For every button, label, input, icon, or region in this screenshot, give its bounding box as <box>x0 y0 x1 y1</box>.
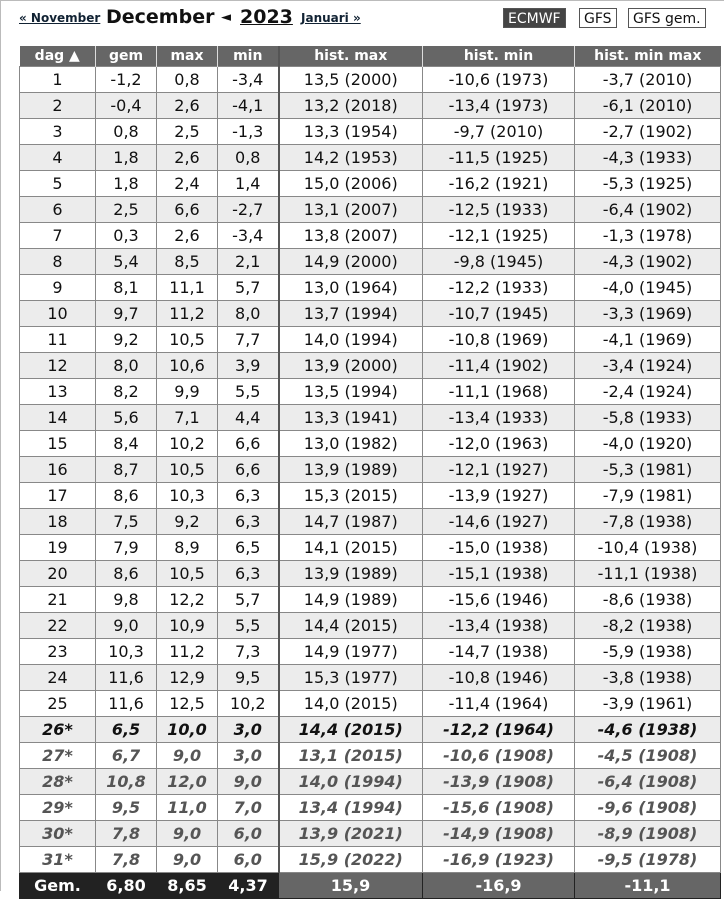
cell-hist-min-max: -3,7 (2010) <box>575 67 721 93</box>
cell-max: 8,9 <box>157 535 218 561</box>
cell-hist-min: -13,9 (1908) <box>423 769 575 795</box>
cell-hist-min: -15,6 (1946) <box>423 587 575 613</box>
cell-day: 24 <box>20 665 96 691</box>
cell-max: 10,9 <box>157 613 218 639</box>
cell-day: 4 <box>20 145 96 171</box>
source-gfs-gem-button[interactable]: GFS gem. <box>628 8 706 28</box>
source-gfs-button[interactable]: GFS <box>579 8 617 28</box>
cell-hist-max: 13,5 (2000) <box>279 67 423 93</box>
cell-hist-max: 13,0 (1964) <box>279 275 423 301</box>
cell-hist-max: 13,1 (2007) <box>279 197 423 223</box>
cell-avg: -1,2 <box>96 67 157 93</box>
cell-hist-min-max: -7,8 (1938) <box>575 509 721 535</box>
cell-day: 12 <box>20 353 96 379</box>
cell-hist-max: 14,0 (2015) <box>279 691 423 717</box>
cell-hist-max: 13,9 (1989) <box>279 457 423 483</box>
cell-min: 0,8 <box>218 145 279 171</box>
cell-hist-min-max: -7,9 (1981) <box>575 483 721 509</box>
cell-hist-max: 14,2 (1953) <box>279 145 423 171</box>
cell-day: 31* <box>20 847 96 873</box>
cell-hist-min-max: -4,6 (1938) <box>575 717 721 743</box>
cell-hist-min-max: -4,5 (1908) <box>575 743 721 769</box>
cell-avg: -0,4 <box>96 93 157 119</box>
cell-hist-min: -16,2 (1921) <box>423 171 575 197</box>
cell-avg: 11,6 <box>96 691 157 717</box>
table-row <box>20 405 721 431</box>
cell-avg: 7,9 <box>96 535 157 561</box>
cell-min: 8,0 <box>218 301 279 327</box>
cell-hist-min-max: -4,0 (1945) <box>575 275 721 301</box>
cell-max: 2,6 <box>157 145 218 171</box>
cell-max: 2,4 <box>157 171 218 197</box>
cell-min: 6,3 <box>218 509 279 535</box>
cell-day: 2 <box>20 93 96 119</box>
year-link[interactable]: 2023 <box>240 6 293 28</box>
cell-max: 10,5 <box>157 457 218 483</box>
cell-min: 6,6 <box>218 431 279 457</box>
cell-day: 29* <box>20 795 96 821</box>
cell-day: 1 <box>20 67 96 93</box>
cell-hist-min-max: -3,9 (1961) <box>575 691 721 717</box>
cell-min: 9,5 <box>218 665 279 691</box>
cell-min: 6,6 <box>218 457 279 483</box>
cell-max: 6,6 <box>157 197 218 223</box>
cell-hist-max: 13,3 (1941) <box>279 405 423 431</box>
cell-day: 10 <box>20 301 96 327</box>
cell-max: 10,5 <box>157 561 218 587</box>
table-row <box>20 509 721 535</box>
cell-hist-min-max: -5,3 (1981) <box>575 457 721 483</box>
cell-avg: 5,4 <box>96 249 157 275</box>
cell-hist-min: -12,5 (1933) <box>423 197 575 223</box>
next-month-link[interactable]: Januari » <box>301 11 361 25</box>
cell-avg: 8,0 <box>96 353 157 379</box>
col-header-max[interactable]: max <box>157 46 218 67</box>
cell-hist-max: 13,9 (2021) <box>279 821 423 847</box>
cell-min: 10,2 <box>218 691 279 717</box>
cell-hist-min: -12,2 (1964) <box>423 717 575 743</box>
cell-hist-min: -15,6 (1908) <box>423 795 575 821</box>
cell-hist-min-max: -9,6 (1908) <box>575 795 721 821</box>
col-header-hist-min-max[interactable]: hist. min max <box>575 46 721 67</box>
cell-hist-max: 13,2 (2018) <box>279 93 423 119</box>
cell-min: -4,1 <box>218 93 279 119</box>
cell-min: 6,3 <box>218 561 279 587</box>
cell-avg: 8,1 <box>96 275 157 301</box>
cell-min: 7,3 <box>218 639 279 665</box>
cell-min: 7,7 <box>218 327 279 353</box>
cell-day: 15 <box>20 431 96 457</box>
cell-day: 19 <box>20 535 96 561</box>
cell-hist-min-max: -4,3 (1902) <box>575 249 721 275</box>
cell-avg: 6,5 <box>96 717 157 743</box>
cell-hist-min: -10,7 (1945) <box>423 301 575 327</box>
cell-max: 12,5 <box>157 691 218 717</box>
table-row <box>20 665 721 691</box>
cell-hist-min: -13,4 (1933) <box>423 405 575 431</box>
cell-max: 7,1 <box>157 405 218 431</box>
prev-month-link[interactable]: « November <box>19 11 101 25</box>
cell-avg: 9,5 <box>96 795 157 821</box>
cell-min: 3,0 <box>218 717 279 743</box>
cell-max: 11,1 <box>157 275 218 301</box>
cell-max: 2,6 <box>157 223 218 249</box>
cell-min: 6,3 <box>218 483 279 509</box>
cell-avg: 9,8 <box>96 587 157 613</box>
cell-min: -2,7 <box>218 197 279 223</box>
col-header-min[interactable]: min <box>218 46 279 67</box>
cell-hist-max: 15,3 (1977) <box>279 665 423 691</box>
cell-day: 25 <box>20 691 96 717</box>
col-header-hist-max[interactable]: hist. max <box>279 46 423 67</box>
cell-max: 2,5 <box>157 119 218 145</box>
cell-hist-min-max: -8,2 (1938) <box>575 613 721 639</box>
cell-avg: 10,3 <box>96 639 157 665</box>
cell-hist-max: 13,0 (1982) <box>279 431 423 457</box>
cell-day: 23 <box>20 639 96 665</box>
cell-avg: 9,7 <box>96 301 157 327</box>
cell-min: 5,7 <box>218 587 279 613</box>
cell-hist-max: 13,4 (1994) <box>279 795 423 821</box>
cell-avg: 2,5 <box>96 197 157 223</box>
cell-hist-max: 13,3 (1954) <box>279 119 423 145</box>
cell-max: 9,2 <box>157 509 218 535</box>
cell-min: 2,1 <box>218 249 279 275</box>
cell-max: 10,3 <box>157 483 218 509</box>
cell-day: 9 <box>20 275 96 301</box>
table-row <box>20 795 721 821</box>
cell-hist-min-max: -6,4 (1902) <box>575 197 721 223</box>
cell-hist-min: -12,2 (1933) <box>423 275 575 301</box>
table-row <box>20 119 721 145</box>
table-row <box>20 301 721 327</box>
cell-hist-max: 13,9 (1989) <box>279 561 423 587</box>
cell-hist-min: -13,4 (1973) <box>423 93 575 119</box>
cell-max: 11,2 <box>157 301 218 327</box>
table-row <box>20 639 721 665</box>
source-ecmwf-button[interactable]: ECMWF <box>503 8 566 28</box>
cell-avg: 7,8 <box>96 847 157 873</box>
cell-hist-max: 13,1 (2015) <box>279 743 423 769</box>
cell-avg: 10,8 <box>96 769 157 795</box>
cell-day: 5 <box>20 171 96 197</box>
cell-min: 9,0 <box>218 769 279 795</box>
cell-hist-min-max: -8,9 (1908) <box>575 821 721 847</box>
table-row <box>20 197 721 223</box>
cell-max: 12,2 <box>157 587 218 613</box>
cell-hist-min: -15,1 (1938) <box>423 561 575 587</box>
table-row <box>20 431 721 457</box>
cell-min: 7,0 <box>218 795 279 821</box>
cell-day: 26* <box>20 717 96 743</box>
cell-max: 11,2 <box>157 639 218 665</box>
cell-max: 10,5 <box>157 327 218 353</box>
cell-min: 6,5 <box>218 535 279 561</box>
cell-max: 10,2 <box>157 431 218 457</box>
cell-min: 6,0 <box>218 847 279 873</box>
cell-avg: 0,3 <box>96 223 157 249</box>
table-row <box>20 535 721 561</box>
footer-label: Gem. <box>20 873 96 899</box>
table-row <box>20 249 721 275</box>
cell-day: 21 <box>20 587 96 613</box>
cell-hist-min-max: -4,3 (1933) <box>575 145 721 171</box>
cell-max: 9,0 <box>157 743 218 769</box>
cell-avg: 9,0 <box>96 613 157 639</box>
col-header-avg[interactable]: gem <box>96 46 157 67</box>
cell-hist-min: -13,4 (1938) <box>423 613 575 639</box>
cell-hist-max: 14,1 (2015) <box>279 535 423 561</box>
table-row <box>20 353 721 379</box>
month-navigation <box>19 6 719 30</box>
cell-min: 5,7 <box>218 275 279 301</box>
cell-min: 5,5 <box>218 379 279 405</box>
cell-max: 10,6 <box>157 353 218 379</box>
table-row <box>20 743 721 769</box>
cell-avg: 7,5 <box>96 509 157 535</box>
cell-min: 3,0 <box>218 743 279 769</box>
cell-hist-min: -12,1 (1925) <box>423 223 575 249</box>
cell-hist-max: 14,0 (1994) <box>279 327 423 353</box>
cell-day: 17 <box>20 483 96 509</box>
cell-max: 2,6 <box>157 93 218 119</box>
cell-max: 12,9 <box>157 665 218 691</box>
table-row <box>20 171 721 197</box>
table-row <box>20 587 721 613</box>
footer-min: 4,37 <box>218 873 279 899</box>
cell-max: 10,0 <box>157 717 218 743</box>
cell-hist-max: 15,9 (2022) <box>279 847 423 873</box>
cell-hist-min-max: -8,6 (1938) <box>575 587 721 613</box>
cell-hist-min-max: -2,4 (1924) <box>575 379 721 405</box>
cell-hist-min-max: -6,4 (1908) <box>575 769 721 795</box>
cell-max: 12,0 <box>157 769 218 795</box>
cell-day: 6 <box>20 197 96 223</box>
cell-hist-max: 13,8 (2007) <box>279 223 423 249</box>
footer-hist-min-max: -11,1 <box>575 873 721 899</box>
cell-hist-min: -14,9 (1908) <box>423 821 575 847</box>
cell-hist-min-max: -3,4 (1924) <box>575 353 721 379</box>
cell-avg: 6,7 <box>96 743 157 769</box>
col-header-day[interactable]: dag ▲ <box>20 46 96 67</box>
cell-min: 4,4 <box>218 405 279 431</box>
cell-max: 9,0 <box>157 821 218 847</box>
table-header-row <box>20 46 721 67</box>
cell-max: 9,9 <box>157 379 218 405</box>
cell-hist-min: -11,4 (1964) <box>423 691 575 717</box>
cell-hist-min-max: -1,3 (1978) <box>575 223 721 249</box>
cell-avg: 9,2 <box>96 327 157 353</box>
cell-hist-min: -11,5 (1925) <box>423 145 575 171</box>
cell-day: 22 <box>20 613 96 639</box>
cell-min: 6,0 <box>218 821 279 847</box>
cell-day: 13 <box>20 379 96 405</box>
table-row <box>20 275 721 301</box>
cell-hist-min-max: -4,0 (1920) <box>575 431 721 457</box>
cell-min: -3,4 <box>218 67 279 93</box>
cell-avg: 1,8 <box>96 145 157 171</box>
cell-hist-min-max: -5,3 (1925) <box>575 171 721 197</box>
cell-max: 0,8 <box>157 67 218 93</box>
cell-avg: 1,8 <box>96 171 157 197</box>
table-row <box>20 67 721 93</box>
cell-hist-max: 14,9 (1989) <box>279 587 423 613</box>
table-row <box>20 847 721 873</box>
table-row <box>20 769 721 795</box>
cell-hist-min-max: -5,8 (1933) <box>575 405 721 431</box>
cell-hist-min: -9,8 (1945) <box>423 249 575 275</box>
cell-hist-max: 13,5 (1994) <box>279 379 423 405</box>
table-row <box>20 483 721 509</box>
cell-min: 3,9 <box>218 353 279 379</box>
cell-avg: 11,6 <box>96 665 157 691</box>
cell-hist-min-max: -10,4 (1938) <box>575 535 721 561</box>
cell-min: -3,4 <box>218 223 279 249</box>
table-row <box>20 691 721 717</box>
cell-hist-min-max: -9,5 (1978) <box>575 847 721 873</box>
cell-day: 14 <box>20 405 96 431</box>
cell-avg: 8,2 <box>96 379 157 405</box>
cell-day: 3 <box>20 119 96 145</box>
cell-hist-max: 14,7 (1987) <box>279 509 423 535</box>
cell-max: 11,0 <box>157 795 218 821</box>
cell-hist-min-max: -11,1 (1938) <box>575 561 721 587</box>
cell-hist-min: -11,1 (1968) <box>423 379 575 405</box>
cell-hist-min: -12,0 (1963) <box>423 431 575 457</box>
cell-min: 1,4 <box>218 171 279 197</box>
month-title: December <box>106 6 215 28</box>
cell-hist-min: -10,6 (1973) <box>423 67 575 93</box>
cell-day: 18 <box>20 509 96 535</box>
col-header-hist-min[interactable]: hist. min <box>423 46 575 67</box>
cell-avg: 8,4 <box>96 431 157 457</box>
cell-avg: 8,6 <box>96 483 157 509</box>
prev-year-arrow-icon[interactable]: ◄ <box>221 10 231 25</box>
cell-hist-max: 14,9 (2000) <box>279 249 423 275</box>
cell-hist-min: -13,9 (1927) <box>423 483 575 509</box>
cell-hist-min: -12,1 (1927) <box>423 457 575 483</box>
table-row <box>20 561 721 587</box>
cell-min: 5,5 <box>218 613 279 639</box>
footer-max: 8,65 <box>157 873 218 899</box>
footer-hist-max: 15,9 <box>279 873 423 899</box>
footer-avg: 6,80 <box>96 873 157 899</box>
cell-hist-max: 15,3 (2015) <box>279 483 423 509</box>
table-footer-row <box>20 873 721 899</box>
cell-hist-max: 13,9 (2000) <box>279 353 423 379</box>
cell-hist-min-max: -4,1 (1969) <box>575 327 721 353</box>
cell-hist-min-max: -3,8 (1938) <box>575 665 721 691</box>
cell-hist-max: 14,4 (2015) <box>279 717 423 743</box>
table-row <box>20 457 721 483</box>
cell-day: 27* <box>20 743 96 769</box>
cell-hist-min: -15,0 (1938) <box>423 535 575 561</box>
table-row <box>20 145 721 171</box>
cell-hist-min-max: -5,9 (1938) <box>575 639 721 665</box>
cell-avg: 7,8 <box>96 821 157 847</box>
cell-hist-min: -14,6 (1927) <box>423 509 575 535</box>
table-row <box>20 93 721 119</box>
cell-hist-max: 13,7 (1994) <box>279 301 423 327</box>
cell-day: 8 <box>20 249 96 275</box>
cell-hist-min: -10,8 (1969) <box>423 327 575 353</box>
cell-avg: 5,6 <box>96 405 157 431</box>
cell-avg: 8,7 <box>96 457 157 483</box>
table-row <box>20 717 721 743</box>
cell-max: 8,5 <box>157 249 218 275</box>
cell-hist-min-max: -2,7 (1902) <box>575 119 721 145</box>
cell-hist-min: -10,6 (1908) <box>423 743 575 769</box>
cell-hist-min-max: -6,1 (2010) <box>575 93 721 119</box>
climate-table <box>19 46 721 899</box>
cell-min: -1,3 <box>218 119 279 145</box>
table-row <box>20 327 721 353</box>
cell-hist-max: 14,4 (2015) <box>279 613 423 639</box>
table-row <box>20 223 721 249</box>
cell-hist-min-max: -3,3 (1969) <box>575 301 721 327</box>
cell-hist-min: -16,9 (1923) <box>423 847 575 873</box>
cell-day: 28* <box>20 769 96 795</box>
cell-hist-max: 14,9 (1977) <box>279 639 423 665</box>
cell-avg: 0,8 <box>96 119 157 145</box>
table-row <box>20 821 721 847</box>
cell-hist-min: -11,4 (1902) <box>423 353 575 379</box>
cell-day: 11 <box>20 327 96 353</box>
cell-day: 7 <box>20 223 96 249</box>
cell-day: 16 <box>20 457 96 483</box>
cell-hist-min: -10,8 (1946) <box>423 665 575 691</box>
table-row <box>20 379 721 405</box>
cell-avg: 8,6 <box>96 561 157 587</box>
cell-hist-max: 15,0 (2006) <box>279 171 423 197</box>
cell-day: 20 <box>20 561 96 587</box>
cell-day: 30* <box>20 821 96 847</box>
cell-hist-max: 14,0 (1994) <box>279 769 423 795</box>
table-row <box>20 613 721 639</box>
cell-max: 9,0 <box>157 847 218 873</box>
cell-hist-min: -14,7 (1938) <box>423 639 575 665</box>
cell-hist-min: -9,7 (2010) <box>423 119 575 145</box>
footer-hist-min: -16,9 <box>423 873 575 899</box>
